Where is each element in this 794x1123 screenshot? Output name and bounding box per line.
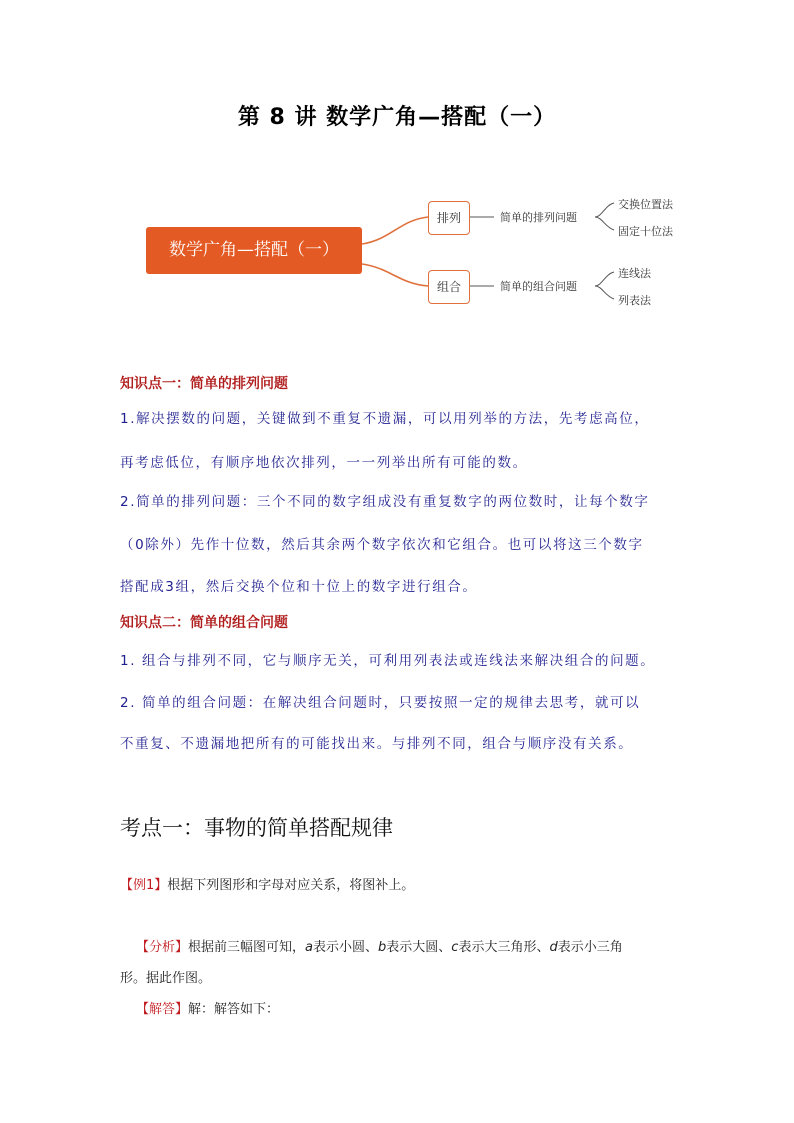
analysis-text-1: 根据前三幅图可知， xyxy=(188,940,306,955)
section1-line-2: 再考虑低位，有顺序地依次排列，一一列举出所有可能的数。 xyxy=(120,455,528,471)
section1-line-3: 2.简单的排列问题：三个不同的数字组成没有重复数字的两位数时，让每个数字 xyxy=(120,494,650,510)
branch1-method1-line xyxy=(595,203,614,217)
analysis-tag: 【分析】 xyxy=(136,940,189,955)
mindmap-topic-permutation: 简单的排列问题 xyxy=(500,211,577,224)
variable-c: c xyxy=(451,940,459,955)
analysis-text-5: 表示小三角 xyxy=(557,940,623,955)
analysis-text-2: 表示小圆、 xyxy=(313,940,379,955)
mindmap-root-node: 数学广角—搭配（一） xyxy=(146,227,362,274)
branch2-method2-line xyxy=(595,286,614,299)
mindmap-method-fix-tens: 固定十位法 xyxy=(618,225,673,238)
analysis-line-1 xyxy=(136,936,623,955)
analysis-line-2: 形。据此作图。 xyxy=(120,971,212,986)
mindmap-branch-permutation: 排列 xyxy=(428,201,470,235)
root-to-branch1-line xyxy=(362,217,428,244)
answer-text: 解：解答如下： xyxy=(188,1002,280,1017)
mindmap-method-table: 列表法 xyxy=(618,294,651,307)
analysis-text-3: 表示大圆、 xyxy=(386,940,452,955)
mindmap-method-connect: 连线法 xyxy=(618,267,651,280)
branch2-method1-line xyxy=(595,272,614,286)
analysis-text-4: 表示大三角形、 xyxy=(458,940,550,955)
mindmap-topic-combination: 简单的组合问题 xyxy=(500,280,577,293)
example-tag: 【例1】 xyxy=(120,878,168,893)
section1-heading: 知识点一：简单的排列问题 xyxy=(120,376,288,392)
root-to-branch2-line xyxy=(362,264,428,286)
mindmap-method-swap: 交换位置法 xyxy=(618,198,673,211)
example-1 xyxy=(120,874,414,893)
section1-line-5: 搭配成3组，然后交换个位和十位上的数字进行组合。 xyxy=(120,579,478,595)
section1-line-1: 1.解决摆数的问题，关键做到不重复不遗漏，可以用列举的方法，先考虑高位， xyxy=(120,411,650,427)
variable-a: a xyxy=(305,940,313,955)
variable-d: d xyxy=(549,940,558,955)
variable-b: b xyxy=(378,940,387,955)
branch1-method2-line xyxy=(595,217,614,230)
section2-heading: 知识点二：简单的组合问题 xyxy=(120,615,288,631)
example-text: 根据下列图形和字母对应关系，将图补上。 xyxy=(167,878,415,893)
section2-line-2: 2. 简单的组合问题：在解决组合问题时，只要按照一定的规律去思考，就可以 xyxy=(120,695,641,711)
section1-line-4: （0除外）先作十位数，然后其余两个数字依次和它组合。也可以将这三个数字 xyxy=(120,537,644,553)
page-title: 第 8 讲 数学广角—搭配（一） xyxy=(237,105,557,130)
mindmap-branch-combination: 组合 xyxy=(428,270,470,304)
topic-heading: 考点一：事物的简单搭配规律 xyxy=(120,816,393,840)
answer-tag: 【解答】 xyxy=(136,1002,189,1017)
answer-line xyxy=(136,998,279,1017)
mindmap-connectors xyxy=(0,180,794,340)
section2-line-3: 不重复、不遗漏地把所有的可能找出来。与排列不同，组合与顺序没有关系。 xyxy=(120,736,634,752)
section2-line-1: 1. 组合与排列不同，它与顺序无关，可利用列表法或连线法来解决组合的问题。 xyxy=(120,653,656,669)
